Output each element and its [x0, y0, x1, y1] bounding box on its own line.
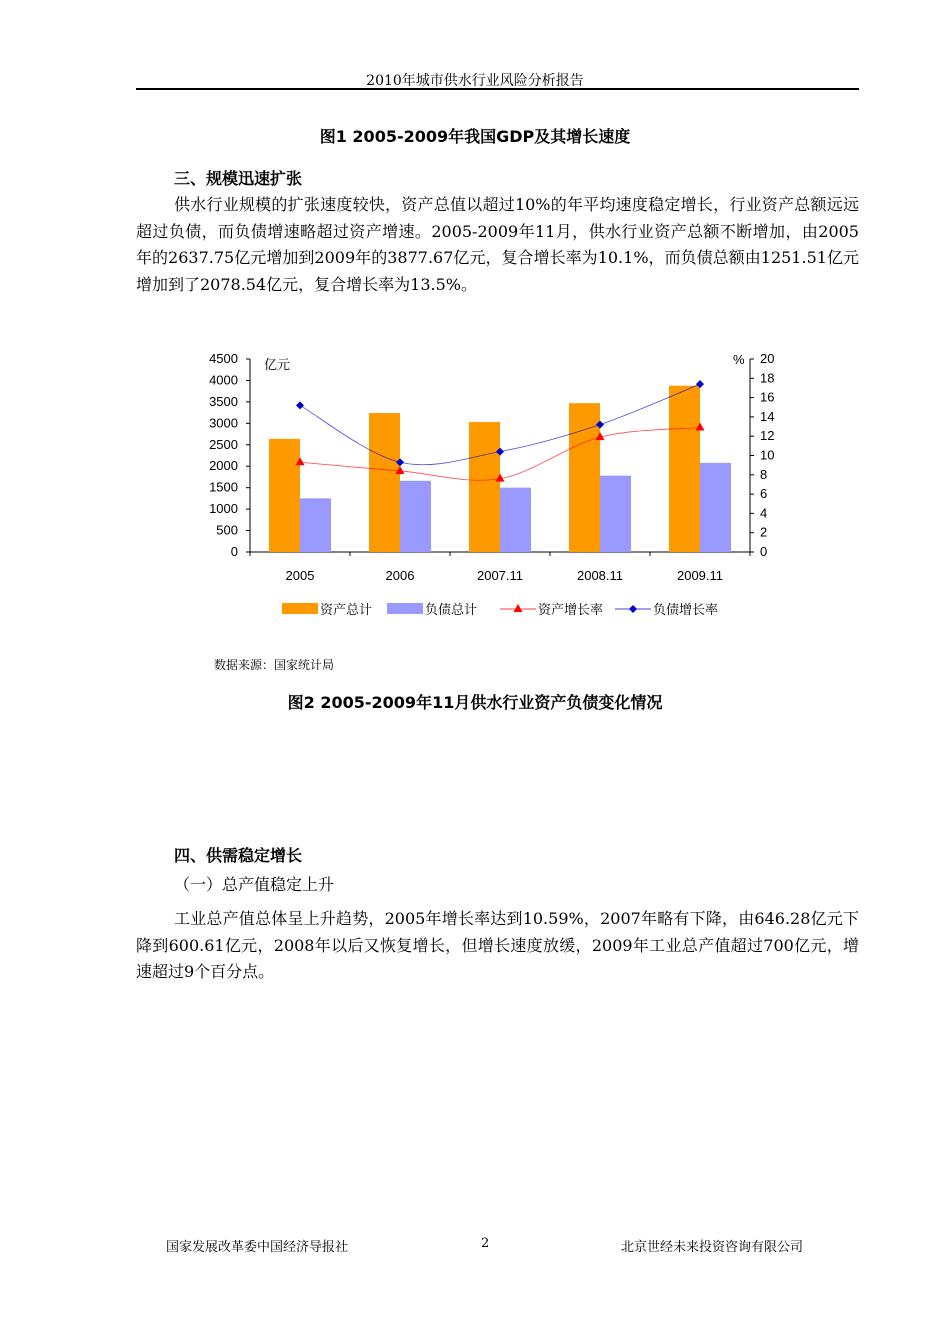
bar-assets [469, 422, 500, 552]
chart-legend [282, 602, 718, 617]
legend-label: 资产总计 [320, 602, 373, 617]
legend-swatch [282, 603, 318, 614]
footer-right: 北京世经未来投资咨询有限公司 [621, 1240, 804, 1255]
figure2-caption: 图2 2005-2009年11月供水行业资产负债变化情况 [287, 693, 663, 712]
bar-liabilities [400, 481, 431, 552]
asset-liability-chart [190, 345, 790, 635]
liability-growth-marker [296, 401, 304, 409]
section4-paragraph: 工业总产值总体呈上升趋势，2005年增长率达到10.59%，2007年略有下降，由646.28亿元下降到600.61亿元，2008年以后又恢复增长，但增长速度放缓，2009年工业总产值超过700亿元，增速超过9个百分点。 [136, 909, 859, 981]
legend-label: 负债总计 [425, 602, 478, 617]
bar-liabilities [300, 498, 331, 552]
x-tick-label: 2006 [385, 568, 415, 583]
bar-liabilities [600, 476, 631, 552]
right-tick-label: 18 [760, 370, 775, 386]
footer-page-number: 2 [481, 1236, 490, 1251]
left-tick-label: 3000 [209, 415, 238, 431]
left-tick-label: 500 [216, 522, 238, 538]
left-tick-label: 2500 [209, 436, 238, 452]
right-tick-label: 12 [760, 428, 775, 444]
section3-heading: 三、规模迅速扩张 [174, 169, 303, 188]
right-tick-label: 8 [760, 466, 768, 482]
x-tick-label: 2005 [285, 568, 315, 583]
left-tick-label: 2000 [209, 458, 238, 474]
legend-label: 负债增长率 [653, 602, 719, 617]
x-tick-label: 2007.11 [476, 568, 524, 583]
legend-marker [629, 605, 637, 613]
left-axis-unit: 亿元 [264, 357, 291, 372]
bar-assets [369, 413, 400, 552]
header-rule [136, 88, 859, 90]
bar-assets [269, 439, 300, 552]
left-tick-label: 1500 [209, 479, 238, 495]
right-tick-label: 0 [760, 544, 768, 559]
right-axis-unit: % [733, 352, 745, 367]
bar-liabilities [500, 488, 531, 552]
section4-heading: 四、供需稳定增长 [174, 846, 303, 865]
bar-assets [569, 403, 600, 552]
right-tick-label: 10 [760, 447, 775, 463]
right-tick-label: 4 [760, 505, 768, 521]
legend-marker [514, 604, 523, 612]
right-tick-label: 20 [760, 351, 775, 366]
footer-left: 国家发展改革委中国经济导报社 [166, 1240, 349, 1255]
chart-source-note: 数据来源：国家统计局 [214, 658, 335, 672]
right-tick-label: 6 [760, 486, 768, 502]
x-tick-label: 2008.11 [576, 568, 624, 583]
figure1-caption: 图1 2005-2009年我国GDP及其增长速度 [319, 127, 631, 146]
page-header-title: 2010年城市供水行业风险分析报告 [366, 73, 584, 89]
x-tick-label: 2009.11 [676, 568, 724, 583]
section3-paragraph: 供水行业规模的扩张速度较快，资产总值以超过10%的年平均速度稳定增长，行业资产总额远远超过负债，而负债增速略超过资产增速。2005-2009年11月，供水行业资产总额不断增加，由2005年的2637.75亿元增加到2009年的3877.67亿元，复合增长率为10.1%，而负债总额由1251.51亿元增加到了2078.54亿元，复合增长率为13.5%。 [136, 195, 859, 294]
legend-swatch [387, 603, 423, 614]
left-tick-label: 4500 [209, 351, 238, 366]
right-tick-label: 2 [760, 524, 768, 540]
section4-subheading: （一）总产值稳定上升 [174, 875, 335, 894]
legend-label: 资产增长率 [538, 602, 604, 617]
chart-bars [269, 386, 731, 552]
bar-liabilities [700, 463, 731, 552]
right-tick-label: 16 [760, 389, 775, 405]
right-tick-label: 14 [760, 408, 775, 424]
left-tick-label: 1000 [209, 501, 238, 517]
left-tick-label: 3500 [209, 393, 238, 409]
bar-assets [669, 386, 700, 552]
left-tick-label: 0 [230, 544, 238, 559]
left-tick-label: 4000 [209, 372, 238, 388]
